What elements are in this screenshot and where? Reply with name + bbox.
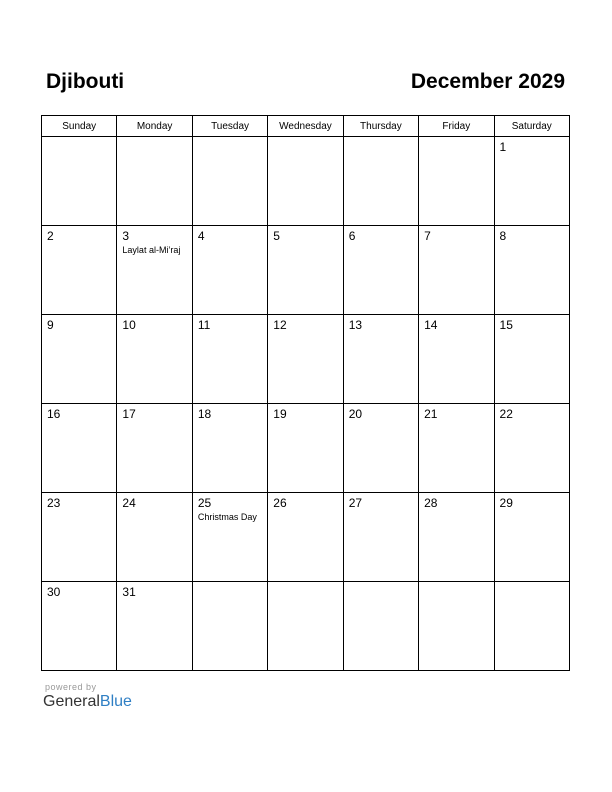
day-number: 3 xyxy=(122,229,130,243)
day-cell xyxy=(494,582,569,671)
day-cell xyxy=(192,404,267,493)
day-cell xyxy=(42,404,117,493)
calendar-body xyxy=(42,137,570,671)
day-number: 26 xyxy=(273,496,287,510)
day-number: 8 xyxy=(499,229,507,243)
day-cell xyxy=(117,404,192,493)
day-cell xyxy=(494,404,569,493)
brand-logo[interactable] xyxy=(43,693,132,711)
day-cell xyxy=(268,137,343,226)
day-number: 23 xyxy=(47,496,61,510)
day-number: 2 xyxy=(47,229,54,243)
weekday-header: Friday xyxy=(419,116,494,137)
day-cell xyxy=(117,582,192,671)
day-number: 14 xyxy=(424,318,438,332)
day-cell xyxy=(192,582,267,671)
weekday-header: Monday xyxy=(117,116,192,137)
footer-branding xyxy=(43,682,132,711)
day-cell xyxy=(419,226,494,315)
day-number: 9 xyxy=(47,318,54,332)
day-number: 28 xyxy=(424,496,438,510)
day-cell xyxy=(343,315,418,404)
day-number: 4 xyxy=(197,229,205,243)
day-number: 18 xyxy=(197,407,212,421)
day-cell xyxy=(42,315,117,404)
weekday-header: Saturday xyxy=(494,116,569,137)
day-number: 21 xyxy=(424,407,438,421)
holiday-label: Christmas Day xyxy=(197,512,257,522)
day-cell xyxy=(419,582,494,671)
week-row xyxy=(42,137,570,226)
day-cell xyxy=(192,226,267,315)
week-row xyxy=(42,493,570,582)
day-number: 17 xyxy=(122,407,136,421)
week-row xyxy=(42,582,570,671)
week-row xyxy=(42,404,570,493)
day-cell xyxy=(42,582,117,671)
powered-by-text: powered by xyxy=(45,682,97,692)
day-cell xyxy=(42,493,117,582)
day-number: 12 xyxy=(273,318,287,332)
day-number: 30 xyxy=(47,585,61,599)
day-cell xyxy=(419,137,494,226)
country-title: Djibouti xyxy=(46,70,125,93)
day-cell xyxy=(494,226,569,315)
day-cell xyxy=(268,582,343,671)
day-number: 6 xyxy=(348,229,356,243)
day-cell xyxy=(343,404,418,493)
day-cell xyxy=(494,137,569,226)
weekday-header-row xyxy=(42,116,570,137)
day-cell xyxy=(117,493,192,582)
day-number: 24 xyxy=(122,496,136,510)
day-cell xyxy=(494,493,569,582)
day-number: 29 xyxy=(499,496,513,510)
day-cell xyxy=(42,226,117,315)
weekday-header: Wednesday xyxy=(268,116,343,137)
day-number: 20 xyxy=(348,407,363,421)
day-cell xyxy=(419,493,494,582)
day-cell xyxy=(419,404,494,493)
day-cell xyxy=(192,137,267,226)
day-cell xyxy=(192,315,267,404)
holiday-label: Laylat al-Mi’raj xyxy=(122,245,181,255)
day-cell xyxy=(419,315,494,404)
day-cell xyxy=(192,493,267,582)
week-row xyxy=(42,315,570,404)
day-number: 16 xyxy=(47,407,61,421)
day-number: 13 xyxy=(348,318,363,332)
calendar-header xyxy=(46,70,565,100)
day-cell xyxy=(343,493,418,582)
day-number: 10 xyxy=(122,318,136,332)
weekday-header: Thursday xyxy=(343,116,418,137)
day-cell xyxy=(343,137,418,226)
day-cell xyxy=(42,137,117,226)
month-year-title: December 2029 xyxy=(410,70,565,93)
brand-name-blue: Blue xyxy=(99,693,132,710)
day-cell xyxy=(268,404,343,493)
day-number: 25 xyxy=(197,496,212,510)
day-number: 22 xyxy=(499,407,513,421)
day-number: 11 xyxy=(197,318,211,332)
weekday-header: Tuesday xyxy=(192,116,267,137)
day-number: 1 xyxy=(499,140,507,154)
day-cell xyxy=(268,315,343,404)
day-cell xyxy=(117,226,192,315)
day-number: 19 xyxy=(273,407,287,421)
day-number: 7 xyxy=(424,229,431,243)
day-number: 27 xyxy=(348,496,363,510)
weekday-header: Sunday xyxy=(42,116,117,137)
day-cell xyxy=(117,137,192,226)
day-cell xyxy=(343,226,418,315)
day-number: 5 xyxy=(273,229,280,243)
day-cell xyxy=(343,582,418,671)
brand-name-general: General xyxy=(43,693,100,710)
day-cell xyxy=(117,315,192,404)
week-row xyxy=(42,226,570,315)
calendar-grid xyxy=(41,115,570,671)
day-number: 15 xyxy=(499,318,513,332)
day-cell xyxy=(268,493,343,582)
day-cell xyxy=(494,315,569,404)
day-cell xyxy=(268,226,343,315)
day-number: 31 xyxy=(122,585,136,599)
